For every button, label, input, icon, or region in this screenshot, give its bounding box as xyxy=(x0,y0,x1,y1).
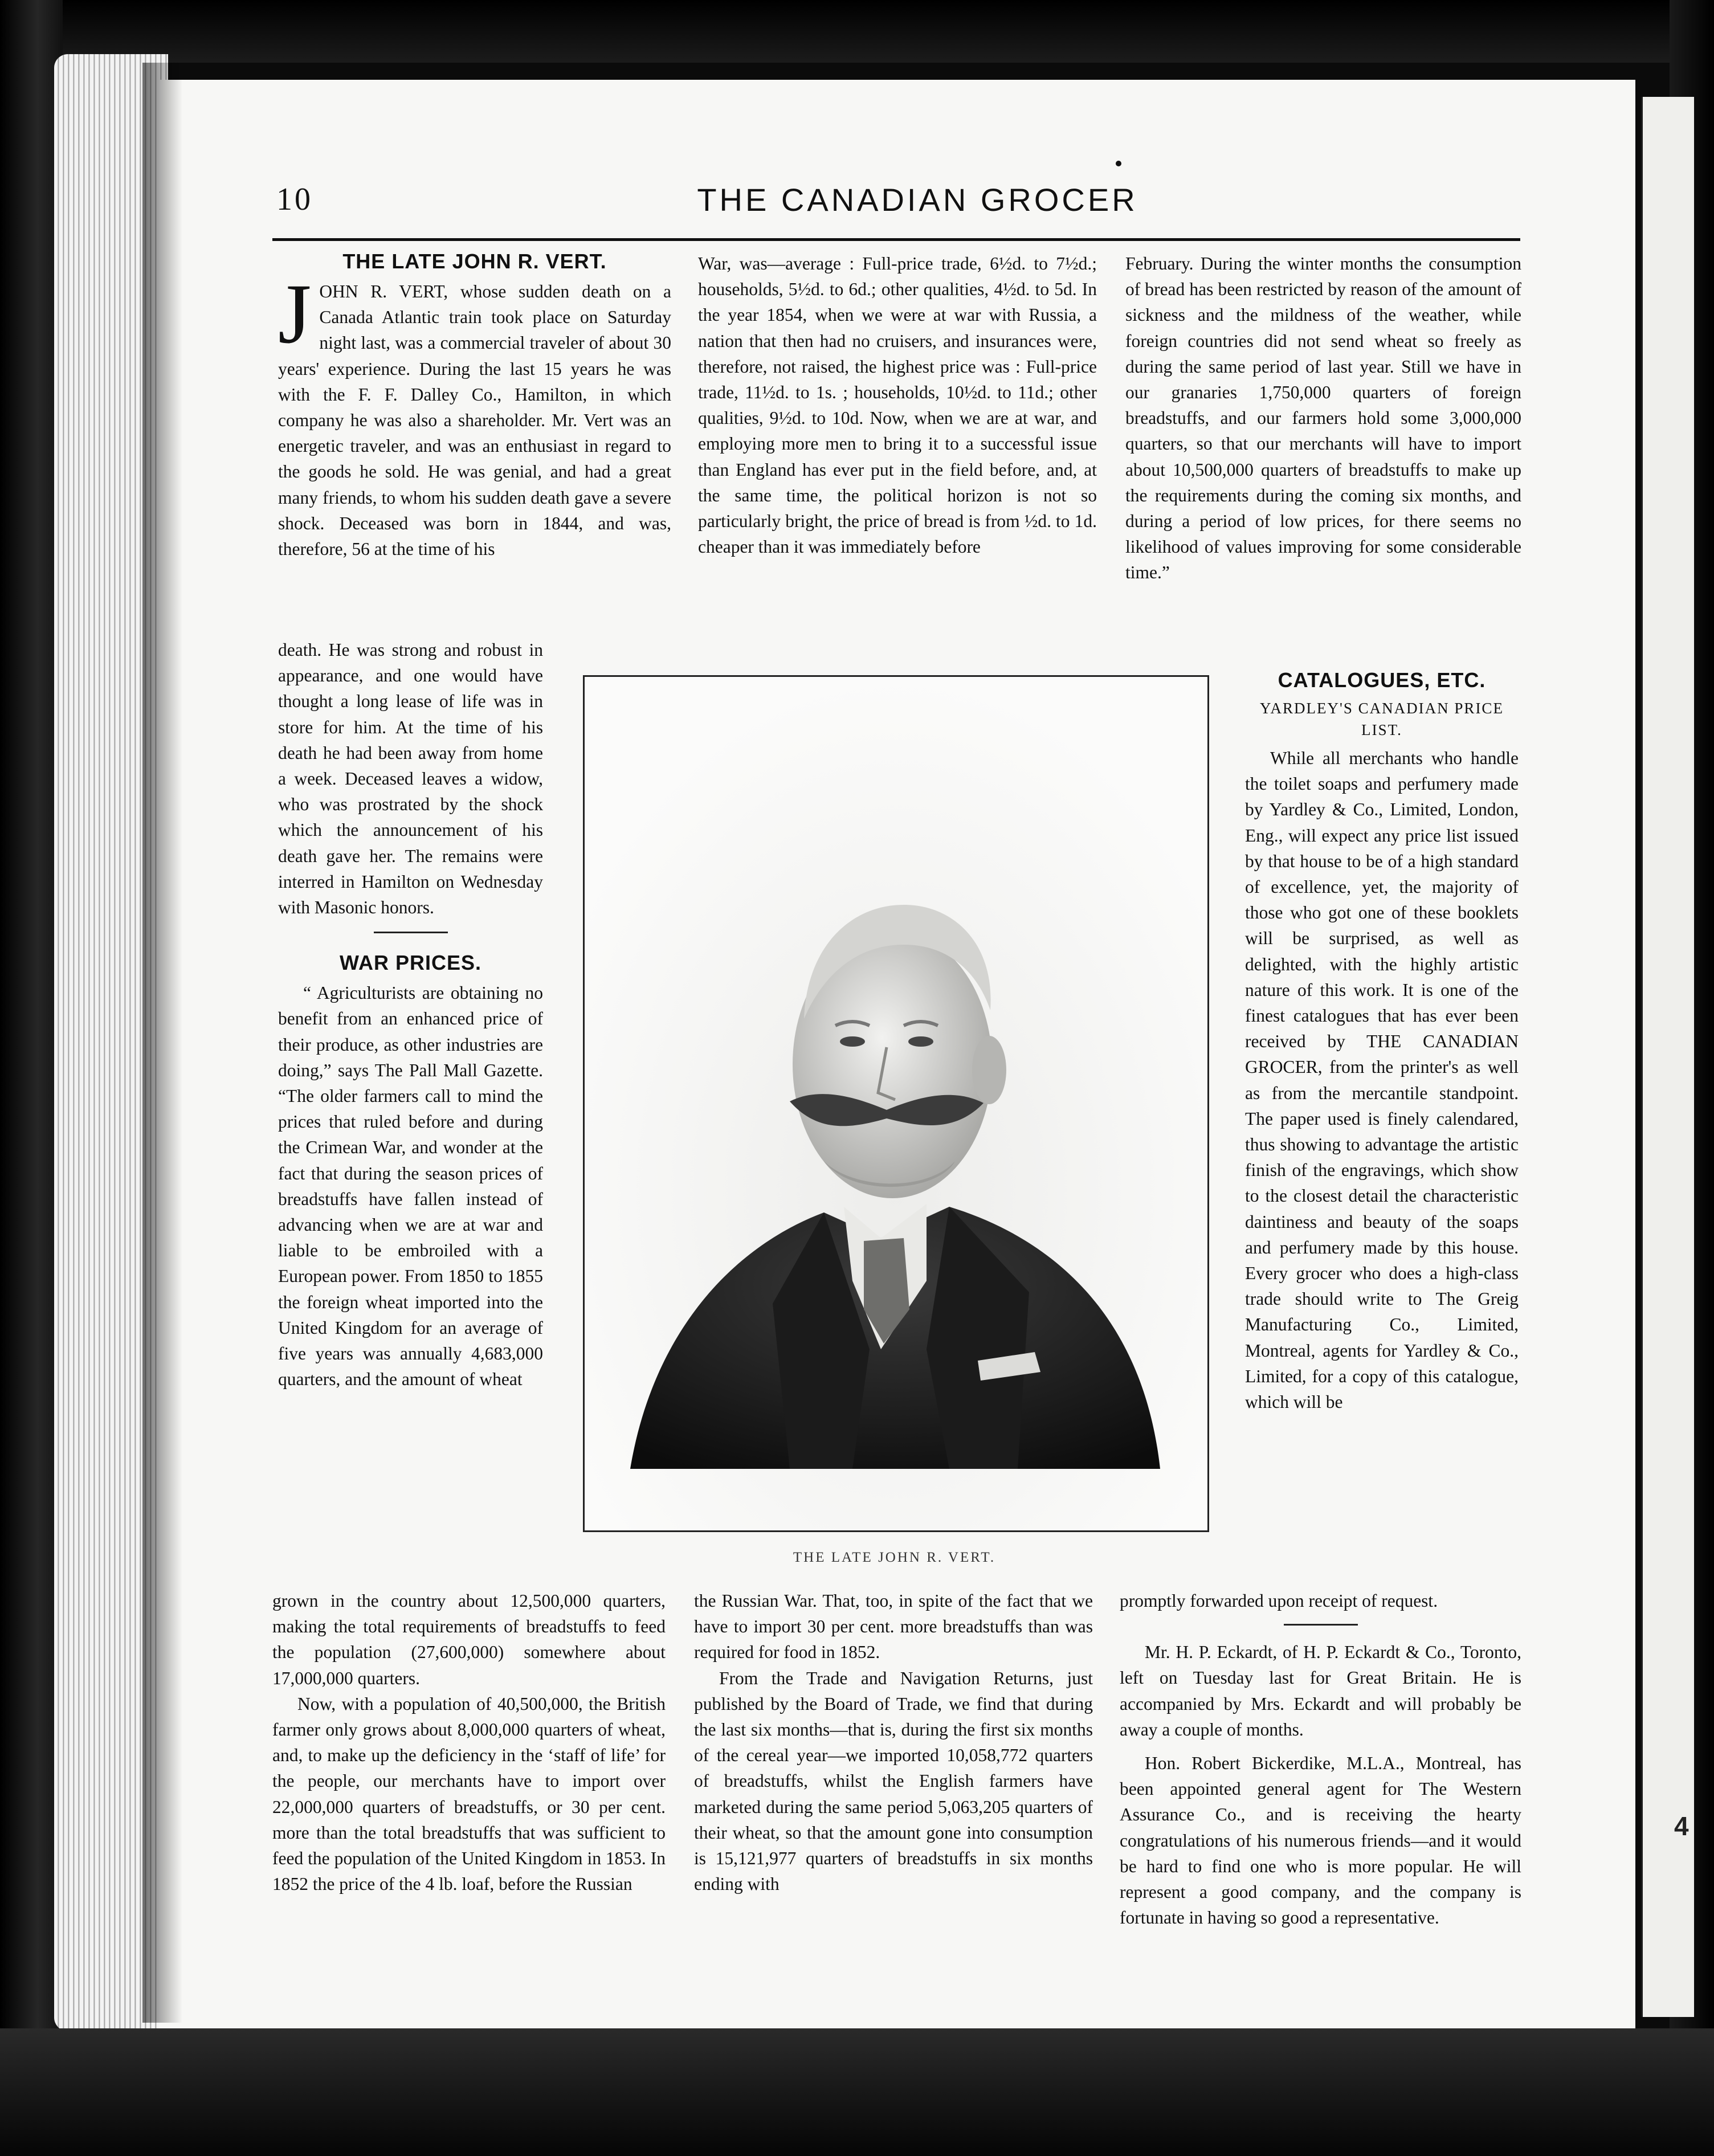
vert-lead-text: OHN R. VERT, whose sudden death on a Canada Atlantic train took place on Saturday night last, was a commercial traveler of about 30 years' experience. During the last 15 years he was with the F. F. Dalley Co., Hamilton, in which company he was also a shareholder. Mr. Vert was an energetic traveler, and was an enthusiast in regard to the goods he sold. He was genial, and had a great many friends, to whom his sudden death gave a severe shock. Deceased was born in 1844, and was, therefore, 56 at the time of his xyxy=(278,281,671,560)
column-2-upper xyxy=(698,251,1097,560)
adjacent-page-mark: 4 xyxy=(1674,1811,1689,1841)
page-number: 10 xyxy=(276,182,313,217)
dropcap: J xyxy=(278,267,312,361)
column-1-lower xyxy=(272,1588,666,1897)
column-1-narrow xyxy=(278,637,543,1392)
catalogues-body-end: promptly forwarded upon receipt of request. xyxy=(1120,1591,1438,1611)
war-prices-column-2-p1: the Russian War. That, too, in spite of the fact that we have to import 30 per cent. more breadstuffs than was required for food in 1852. xyxy=(694,1591,1093,1663)
war-prices-column-2-top: War, was—average : Full-price trade, 6½d. to 7½d.; households, 5½d. to 6d.; other qualities, 4½d. to 5d. In the year 1854, when we were at war with Russia, a nation that then had no cruisers, and insurances were, therefore, not raised, the highest price was : Full-price trade, 11½d. to 1s. ; households, 10½d. to 11d.; other qualities, 9½d. to 10d. Now, when we are at war, and employing more men to bring it to a successful issue than England has ever put in the field before, and, at the same time, the political horizon is not so particularly bright, the price of bread is from ½d. to 1d. cheaper than it was immediately before xyxy=(698,254,1097,557)
article-heading-war-prices: WAR PRICES. xyxy=(339,951,482,975)
vert-lead-paragraph xyxy=(278,267,671,562)
eckardt-item: Mr. H. P. Eckardt, of H. P. Eckardt & Co., Toronto, left on Tuesday last for Great Britain. He is accompanied by Mrs. Eckardt and will probably be away a couple of months. xyxy=(1120,1642,1521,1740)
spine-shadow xyxy=(142,63,182,2023)
scan-border-left xyxy=(0,0,63,2156)
journal-title: THE CANADIAN GROCER xyxy=(697,182,1138,218)
header-dot xyxy=(1116,161,1121,166)
article-heading-catalogues: CATALOGUES, ETC. xyxy=(1278,668,1486,692)
header-rule xyxy=(272,238,1520,241)
portrait-photo xyxy=(583,675,1209,1532)
bickerdike-item: Hon. Robert Bickerdike, M.L.A., Montreal, has been appointed general agent for The Western Assurance Co., and is receiving the hearty congratulations of his numerous friends—and it would be hard to find one who is more popular. He will represent a good company, and the company is fortunate in having so good a representative. xyxy=(1120,1753,1521,1928)
war-prices-paragraph-1: “ Agriculturists are obtaining no benefit from an enhanced price of their produce, as other industries are doing,” says The Pall Mall Gazette. “The older farmers call to mind the prices that ruled before and during the Crimean War, and wonder at the fact that during the season prices of breadstuffs have fallen instead of advancing when we are at war and liable to be embroiled with a European power. From 1850 to 1855 the foreign wheat imported into the United Kingdom for an average of five years was annually 4,683,000 quarters, and the amount of wheat xyxy=(278,983,543,1390)
column-1-upper xyxy=(278,248,671,562)
column-3-lower xyxy=(1120,1588,1521,1930)
article-heading-vert: THE LATE JOHN R. VERT. xyxy=(342,250,607,273)
vert-continuation: death. He was strong and robust in appearance, and one would have thought a long lease of life was in store for him. At the time of his death he had been away from home a week. Deceased leaves a widow, who was prostrated by the shock which the announcement of his death gave her. The remains were interred in Hamilton on Wednesday with Masonic honors. xyxy=(278,640,543,918)
column-3-narrow xyxy=(1245,667,1519,1415)
catalogues-body: While all merchants who handle the toilet soaps and perfumery made by Yardley & Co., Limited, London, Eng., will expect any price list issued by that house to be of a high standard of excellence, yet, the majority of those who got one of these booklets will be surprised, as well as delighted, with the highly artistic nature of this work. It is one of the finest catalogues that has ever been received by THE CANADIAN GROCER, from the printer's as well as from the mercantile standpoint. The paper used is finely calendared, thus showing to advantage the artistic finish of the engravings, which show to the closest detail the characteristic daintiness and beauty of the soaps and perfumery made by this house. Every grocer who does a high-class trade should write to The Greig Manufacturing Co., Limited, Montreal, agents for Yardley & Co., Limited, for a copy of this catalogue, which will be xyxy=(1245,748,1519,1412)
adjacent-page-strip xyxy=(1641,97,1694,2017)
column-3-upper xyxy=(1125,251,1521,586)
war-prices-paragraph-2: Now, with a population of 40,500,000, the British farmer only grows about 8,000,000 quarters of wheat, and, to make up the deficiency in the ‘staff of life’ for the people, our merchants have to import over 22,000,000 quarters of breadstuffs, or 30 per cent. more than the total breadstuffs that was sufficient to feed the population of the United Kingdom in 1853. In 1852 the price of the 4 lb. loaf, before the Russian xyxy=(272,1693,666,1894)
scan-border-bottom xyxy=(0,2028,1714,2156)
section-divider-2 xyxy=(1284,1624,1358,1626)
section-divider xyxy=(374,932,448,933)
war-prices-column-2-p2: From the Trade and Navigation Returns, just published by the Board of Trade, we find that during the last six months—that is, during the first six months of the cereal year—we imported 10,058,772 quarters of breadstuffs, whilst the English farmers have marketed during the same period 5,063,205 quarters of their wheat, so that the amount gone into consumption is 15,121,977 quarters of breadstuffs in six months ending with xyxy=(694,1668,1093,1894)
portrait-illustration xyxy=(585,677,1207,1530)
column-2-lower xyxy=(694,1588,1093,1897)
photo-caption: THE LATE JOHN R. VERT. xyxy=(793,1550,996,1565)
catalogues-subheading: YARDLEY'S CANADIAN PRICE LIST. xyxy=(1260,700,1504,738)
scan-border-top xyxy=(0,0,1714,63)
war-prices-column-3: February. During the winter months the consumption of bread has been restricted by reason of the amount of sickness and the mildness of the weather, while foreign countries did not send wheat so freely as during the same period of last year. Still we have in our granaries 1,750,000 quarters of foreign breadstuffs, and our farmers hold some 3,000,000 quarters, so that our merchants will have to import about 10,500,000 quarters of breadstuffs to make up the requirements during the coming six months, and during a period of low prices, for there seems no likelihood of values improving for some considerable time.” xyxy=(1125,254,1521,583)
war-prices-paragraph-1-end: grown in the country about 12,500,000 quarters, making the total requirements of breadstuffs to feed the population (27,600,000) somewhere about 17,000,000 quarters. xyxy=(272,1591,666,1688)
